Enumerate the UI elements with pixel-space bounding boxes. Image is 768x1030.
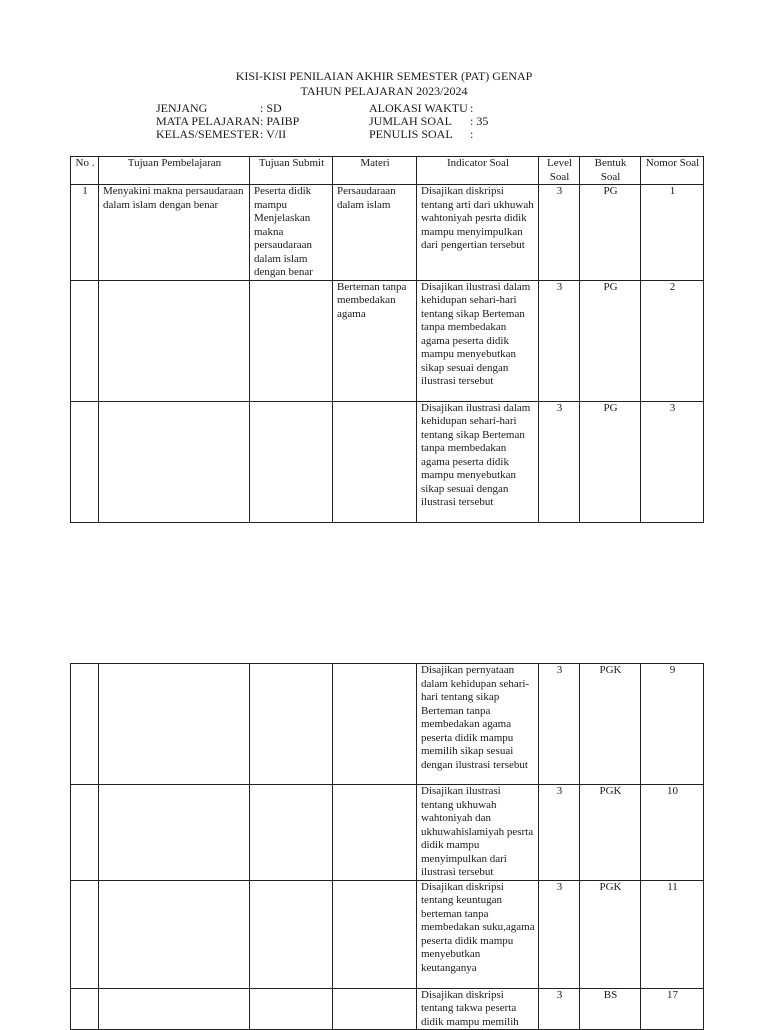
cell-tujuan-pembelajaran — [99, 664, 250, 785]
cell-tujuan-pembelajaran — [99, 785, 250, 881]
cell-tujuan-submit — [250, 988, 333, 1030]
cell-level: 3 — [539, 664, 580, 785]
cell-bentuk: PGK — [580, 664, 641, 785]
column-header-bentuk-soal: Bentuk Soal — [580, 157, 641, 185]
cell-level: 3 — [539, 401, 580, 522]
cell-no — [71, 785, 99, 881]
table-row — [71, 401, 704, 522]
column-header-nomor-soal: Nomor Soal — [641, 157, 704, 185]
table-header-row — [71, 157, 704, 185]
cell-tujuan-submit — [250, 664, 333, 785]
cell-tujuan-submit — [250, 401, 333, 522]
cell-tujuan-pembelajaran — [99, 880, 250, 988]
cell-materi: Berteman tanpa membedakan agama — [333, 280, 417, 401]
info-label-mata-pelajaran: MATA PELAJARAN — [156, 114, 261, 128]
cell-tujuan-pembelajaran — [99, 280, 250, 401]
table-row — [71, 880, 704, 988]
cell-no — [71, 664, 99, 785]
cell-nomor: 11 — [641, 880, 704, 988]
kisi-table-page1 — [70, 156, 704, 523]
cell-nomor: 2 — [641, 280, 704, 401]
cell-bentuk: PGK — [580, 880, 641, 988]
cell-bentuk: PGK — [580, 785, 641, 881]
cell-indicator: Disajikan pernyataan dalam kehidupan sehari-hari tentang sikap Berteman tanpa membedakan agama peserta didik mampu memilih sikap sesuai dengan ilustrasi tersebut — [417, 664, 539, 785]
info-value-jenjang: : SD — [260, 101, 282, 115]
table-row — [71, 664, 704, 785]
cell-nomor: 10 — [641, 785, 704, 881]
document-subtitle: TAHUN PELAJARAN 2023/2024 — [300, 84, 468, 98]
cell-materi — [333, 664, 417, 785]
cell-nomor: 17 — [641, 988, 704, 1030]
info-value-mata-pelajaran: : PAIBP — [260, 114, 300, 128]
cell-bentuk: PG — [580, 280, 641, 401]
table-row — [71, 280, 704, 401]
info-value-kelas-semester: : V/II — [260, 127, 287, 141]
cell-tujuan-pembelajaran: Menyakini makna persaudaraan dalam islam dengan benar — [99, 185, 250, 281]
cell-no: 1 — [71, 185, 99, 281]
cell-tujuan-pembelajaran — [99, 988, 250, 1030]
cell-bentuk: PG — [580, 185, 641, 281]
cell-indicator: Disajikan diskripsi tentang keuntugan berteman tanpa membedakan suku,agama peserta didik mampu menyebutkan keutanganya — [417, 880, 539, 988]
cell-materi: Persaudaraan dalam islam — [333, 185, 417, 281]
cell-level: 3 — [539, 280, 580, 401]
kisi-table-page2 — [70, 663, 704, 1030]
column-header-materi: Materi — [333, 157, 417, 185]
cell-materi — [333, 880, 417, 988]
cell-indicator: Disajikan diskripsi tentang arti dari ukhuwah wahtoniyah pesrta didik mampu menyimpulkan dari pengertian tersebut — [417, 185, 539, 281]
info-label-jumlah-soal: JUMLAH SOAL — [369, 114, 453, 128]
info-value-alokasi-waktu: : — [470, 101, 474, 115]
cell-nomor: 9 — [641, 664, 704, 785]
table-row — [71, 785, 704, 881]
cell-no — [71, 880, 99, 988]
cell-indicator: Disajikan ilustrasi dalam kehidupan sehari-hari tentang sikap Berteman tanpa membedakan agama peserta didik mampu menyebutkan sikap sesuai dengan ilustrasi tersebut — [417, 280, 539, 401]
column-header-tujuan-submit: Tujuan Submit — [250, 157, 333, 185]
document-title: KISI-KISI PENILAIAN AKHIR SEMESTER (PAT) GENAP — [235, 69, 533, 83]
table-row — [71, 185, 704, 281]
cell-level: 3 — [539, 785, 580, 881]
cell-tujuan-submit — [250, 785, 333, 881]
cell-indicator: Disajikan ilustrasi dalam kehidupan sehari-hari tentang sikap Berteman tanpa membedakan agama peserta didik mampu menyebutkan sikap sesuai dengan ilustrasi tersebut — [417, 401, 539, 522]
cell-materi — [333, 401, 417, 522]
cell-no — [71, 401, 99, 522]
info-label-jenjang: JENJANG — [156, 101, 208, 115]
info-label-alokasi-waktu: ALOKASI WAKTU — [369, 101, 468, 115]
cell-materi — [333, 988, 417, 1030]
cell-bentuk: BS — [580, 988, 641, 1030]
cell-level: 3 — [539, 880, 580, 988]
cell-indicator: Disajikan diskripsi tentang takwa peserta didik mampu memilih — [417, 988, 539, 1030]
column-header-level-soal: Level Soal — [539, 157, 580, 185]
cell-bentuk: PG — [580, 401, 641, 522]
table-row — [71, 988, 704, 1030]
cell-no — [71, 280, 99, 401]
column-header-indicator-soal: Indicator Soal — [417, 157, 539, 185]
cell-level: 3 — [539, 988, 580, 1030]
cell-tujuan-submit: Peserta didik mampu Menjelaskan makna persaudaraan dalam islam dengan benar — [250, 185, 333, 281]
info-value-jumlah-soal: : 35 — [470, 114, 489, 128]
cell-indicator: Disajikan ilustrasi tentang ukhuwah wahtoniyah dan ukhuwahislamiyah pesrta didik mampu menyimpulkan dari ilustrasi tersebut — [417, 785, 539, 881]
info-value-penulis-soal: : — [470, 127, 474, 141]
cell-level: 3 — [539, 185, 580, 281]
info-label-penulis-soal: PENULIS SOAL — [369, 127, 453, 141]
column-header-tujuan-pembelajaran: Tujuan Pembelajaran — [99, 157, 250, 185]
cell-tujuan-submit — [250, 280, 333, 401]
column-header-no: No . — [71, 157, 99, 185]
cell-materi — [333, 785, 417, 881]
cell-tujuan-pembelajaran — [99, 401, 250, 522]
info-label-kelas-semester: KELAS/SEMESTER — [156, 127, 260, 141]
cell-nomor: 1 — [641, 185, 704, 281]
cell-no — [71, 988, 99, 1030]
cell-tujuan-submit — [250, 880, 333, 988]
cell-nomor: 3 — [641, 401, 704, 522]
